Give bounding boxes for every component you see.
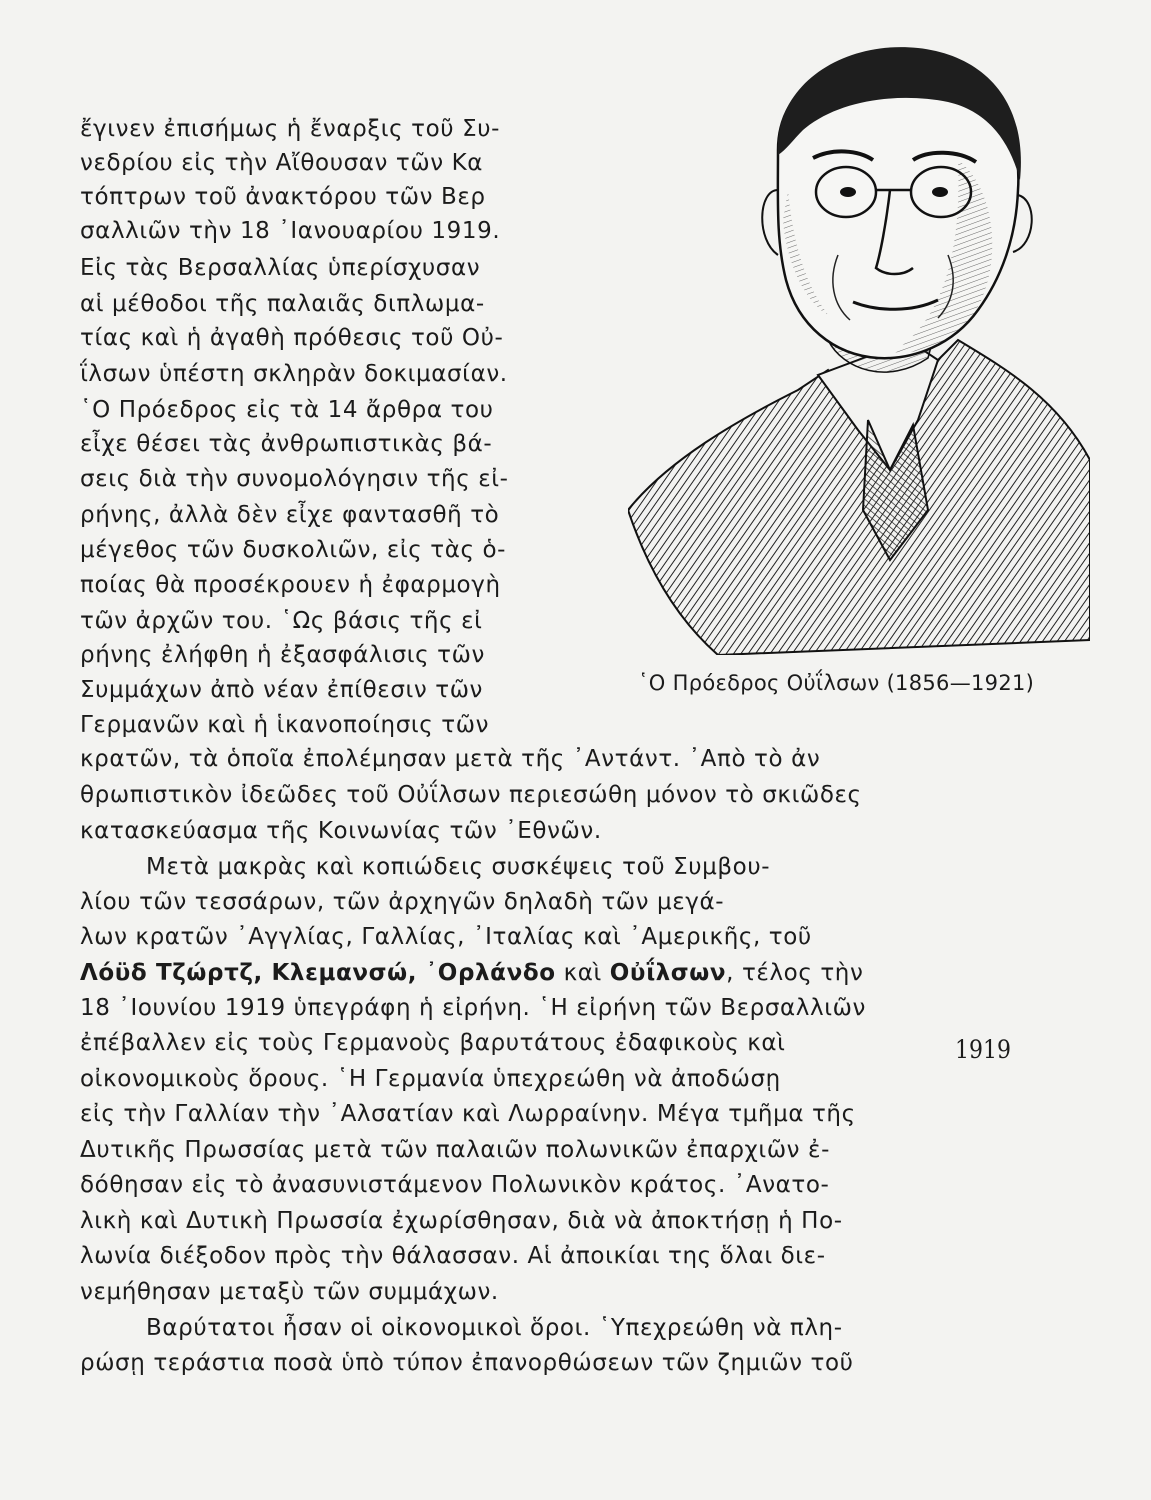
text-line: ἔγινεν ἐπισήμως ἡ ἔναρξις τοῦ Συ- — [80, 116, 501, 142]
text-span: , τέλος τὴν — [726, 960, 864, 986]
text-line: αἱ μέθοδοι τῆς παλαιᾶς διπλωμα- — [80, 291, 485, 317]
text-line: τίας καὶ ἡ ἀγαθὴ πρόθεσις τοῦ Οὐ- — [80, 325, 504, 351]
bold-names: Λόϋδ Τζώρτζ, Κλεμανσώ, ᾿Ορλάνδο — [80, 960, 556, 986]
text-line: οἰκονομικοὺς ὅρους. ῾Η Γερμανία ὑπεχρεώθη νὰ ἀποδώσῃ — [80, 1066, 781, 1092]
text-line: ἐπέβαλλεν εἰς τοὺς Γερμανοὺς βαρυτάτους ἐδαφικοὺς καὶ — [80, 1030, 786, 1056]
bold-name: Οὐΐλσων — [609, 960, 727, 986]
text-line — [80, 956, 863, 990]
text-line: ῾Ο Πρόεδρος εἰς τὰ 14 ἄρθρα του — [80, 397, 494, 423]
text-line: εἶχε θέσει τὰς ἀνθρωπιστικὰς βά- — [80, 431, 493, 457]
text-span: καὶ — [555, 960, 610, 986]
text-line: κατασκεύασμα τῆς Κοινωνίας τῶν ᾿Εθνῶν. — [80, 818, 602, 844]
text-line: ρήνης ἐλήφθη ἡ ἐξασφάλισις τῶν — [80, 642, 485, 668]
margin-year-note: 1919 — [955, 1036, 1011, 1065]
text-line: ρήνης, ἀλλὰ δὲν εἶχε φαντασθῆ τὸ — [80, 502, 500, 528]
text-line: λωνία διέξοδον πρὸς τὴν θάλασσαν. Αἱ ἀποικίαι της ὅλαι διε- — [80, 1243, 826, 1269]
text-line: Δυτικῆς Πρωσσίας μετὰ τῶν παλαιῶν πολωνικῶν ἐπαρχιῶν ἐ- — [80, 1137, 830, 1163]
text-line: ποίας θὰ προσέκρουεν ἡ ἐφαρμογὴ — [80, 572, 501, 598]
text-line: μέγεθος τῶν δυσκολιῶν, εἰς τὰς ὁ- — [80, 537, 507, 563]
portrait-engraving — [628, 40, 1090, 655]
text-line: 18 ᾿Ιουνίου 1919 ὑπεγράφη ἡ εἰρήνη. ῾Η εἰρήνη τῶν Βερσαλλιῶν — [80, 995, 866, 1021]
text-line: Μετὰ μακρὰς καὶ κοπιώδεις συσκέψεις τοῦ Συμβου- — [146, 854, 771, 880]
text-line: Βαρύτατοι ἦσαν οἱ οἰκονομικοὶ ὅροι. ῾Υπεχρεώθη νὰ πλη- — [146, 1315, 843, 1341]
text-line: νεμήθησαν μεταξὺ τῶν συμμάχων. — [80, 1279, 499, 1305]
text-line: λίου τῶν τεσσάρων, τῶν ἀρχηγῶν δηλαδὴ τῶν μεγά- — [80, 889, 725, 915]
text-line: σαλλιῶν τὴν 18 ᾿Ιανουαρίου 1919. — [80, 218, 501, 244]
text-line: ρώσῃ τεράστια ποσὰ ὑπὸ τύπον ἐπανορθώσεων τῶν ζημιῶν τοῦ — [80, 1350, 854, 1376]
text-line: εἰς τὴν Γαλλίαν τὴν ᾿Αλσατίαν καὶ Λωρραίνην. Μέγα τμῆμα τῆς — [80, 1101, 856, 1127]
text-line: νεδρίου εἰς τὴν Αἴθουσαν τῶν Κα — [80, 150, 484, 176]
text-line: τῶν ἀρχῶν του. ῾Ως βάσις τῆς εἰ — [80, 608, 483, 634]
text-line: Εἰς τὰς Βερσαλλίας ὑπερίσχυσαν — [80, 255, 481, 281]
text-line: τόπτρων τοῦ ἀνακτόρου τῶν Βερ — [80, 184, 486, 210]
portrait-caption: ῾Ο Πρόεδρος Οὐΐλσων (1856—1921) — [638, 671, 1035, 695]
text-line: θρωπιστικὸν ἰδεῶδες τοῦ Οὐΐλσων περιεσώθη μόνον τὸ σκιῶδες — [80, 782, 862, 808]
text-line: Συμμάχων ἀπὸ νέαν ἐπίθεσιν τῶν — [80, 677, 484, 703]
text-line: λικὴ καὶ Δυτικὴ Πρωσσία ἐχωρίσθησαν, διὰ νὰ ἀποκτήσῃ ἡ Πο- — [80, 1208, 843, 1234]
text-line: ΐλσων ὑπέστη σκληρὰν δοκιμασίαν. — [80, 361, 508, 387]
text-line: δόθησαν εἰς τὸ ἀνασυνιστάμενον Πολωνικὸν κράτος. ᾿Ανατο- — [80, 1172, 830, 1198]
text-line: σεις διὰ τὴν συνομολόγησιν τῆς εἰ- — [80, 466, 509, 492]
text-line: λων κρατῶν ᾿Αγγλίας, Γαλλίας, ᾿Ιταλίας καὶ ᾿Αμερικῆς, τοῦ — [80, 924, 812, 950]
text-line: κρατῶν, τὰ ὁποῖα ἐπολέμησαν μετὰ τῆς ᾿Αντάντ. ᾿Απὸ τὸ ἀν — [80, 746, 821, 772]
text-line: Γερμανῶν καὶ ἡ ἱκανοποίησις τῶν — [80, 712, 490, 738]
